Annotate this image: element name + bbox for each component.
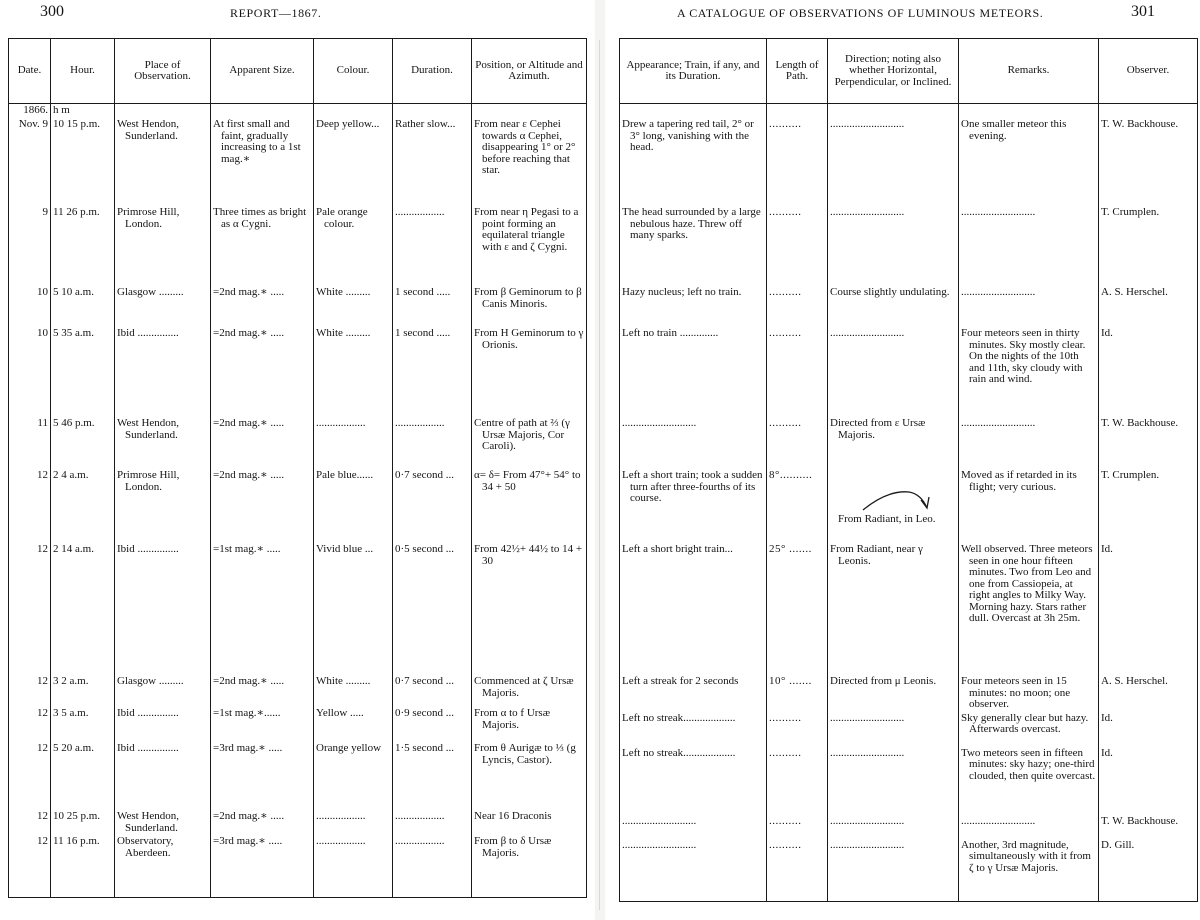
position-cell: From β to δ Ursæ Majoris.: [472, 835, 587, 898]
table-row: [620, 543, 1198, 675]
empty-cell: [1099, 104, 1198, 119]
appearance-cell: The head surrounded by a large nebulous haze. Threw off many sparks.: [620, 206, 767, 286]
apparent-size-cell: =1st mag.∗......: [211, 707, 314, 742]
length-of-path-cell: ..........: [767, 815, 828, 839]
direction-cell: Course slightly undulating.: [828, 286, 959, 327]
date-cell: 12: [9, 810, 51, 835]
hour-cell: 3 2 a.m.: [51, 675, 115, 707]
apparent-size-cell: =1st mag.∗ .....: [211, 543, 314, 675]
hour-cell: 2 14 a.m.: [51, 543, 115, 675]
hour-cell: 3 5 a.m.: [51, 707, 115, 742]
direction-cell: ...........................: [828, 712, 959, 747]
place-cell: West Hendon, Sunderland.: [115, 810, 211, 835]
position-cell: From near η Pegasi to a point forming an equilateral triangle with ε and ζ Cygni.: [472, 206, 587, 286]
spacer-row: [620, 104, 1198, 119]
apparent-size-cell: =2nd mag.∗ .....: [211, 417, 314, 469]
direction-cell: From Radiant, in Leo.: [828, 469, 959, 543]
length-of-path-cell: ..........: [767, 206, 828, 286]
place-cell: Primrose Hill, London.: [115, 206, 211, 286]
empty-cell: [620, 104, 767, 119]
table-row: [620, 469, 1198, 543]
table-row: [620, 675, 1198, 712]
appearance-cell: Left no streak...................: [620, 712, 767, 747]
header-colour: Colour.: [314, 39, 393, 104]
header-appearance: Appearance; Train, if any, and its Duration.: [620, 39, 767, 104]
hour-cell: 5 20 a.m.: [51, 742, 115, 810]
observer-cell: T. W. Backhouse.: [1099, 417, 1198, 469]
observer-cell: T. W. Backhouse.: [1099, 815, 1198, 839]
length-of-path-cell: 8°..........: [767, 469, 828, 543]
direction-cell: ...........................: [828, 815, 959, 839]
header-remarks: Remarks.: [959, 39, 1099, 104]
empty-cell: [959, 104, 1099, 119]
table-row: [9, 327, 587, 417]
date-cell: 12: [9, 742, 51, 810]
meteor-catalogue-table-right: [619, 38, 1198, 902]
direction-cell: ...........................: [828, 747, 959, 815]
remarks-cell: Two meteors seen in fifteen minutes: sky hazy; one-third clouded, then quite overcast.: [959, 747, 1099, 815]
observer-cell: A. S. Herschel.: [1099, 286, 1198, 327]
place-cell: Ibid ...............: [115, 543, 211, 675]
table-row: [620, 417, 1198, 469]
date-cell: 12: [9, 543, 51, 675]
position-cell: From H Geminorum to γ Orionis.: [472, 327, 587, 417]
table-row: [9, 707, 587, 742]
appearance-cell: ...........................: [620, 815, 767, 839]
colour-cell: ..................: [314, 417, 393, 469]
appearance-cell: ...........................: [620, 417, 767, 469]
table-row: [620, 712, 1198, 747]
header-hour: Hour.: [51, 39, 115, 104]
duration-cell: 0·7 second ...: [393, 469, 472, 543]
header-length-of-path: Length of Path.: [767, 39, 828, 104]
hour-cell: 10 25 p.m.: [51, 810, 115, 835]
date-cell: 10: [9, 327, 51, 417]
header-observer: Observer.: [1099, 39, 1198, 104]
position-cell: Commenced at ζ Ursæ Majoris.: [472, 675, 587, 707]
observer-cell: T. Crumplen.: [1099, 469, 1198, 543]
hour-cell: 2 4 a.m.: [51, 469, 115, 543]
position-cell: From 42½+ 44½ to 14 + 30: [472, 543, 587, 675]
apparent-size-cell: =2nd mag.∗ .....: [211, 286, 314, 327]
place-cell: West Hendon, Sunderland.: [115, 417, 211, 469]
remarks-cell: ...........................: [959, 286, 1099, 327]
table-row: [9, 543, 587, 675]
header-row: [620, 39, 1198, 104]
place-cell: Glasgow .........: [115, 675, 211, 707]
position-cell: α= δ= From 47°+ 54° to 34 + 50: [472, 469, 587, 543]
empty-cell: [472, 104, 587, 119]
length-of-path-cell: ..........: [767, 839, 828, 902]
place-cell: Observatory, Aberdeen.: [115, 835, 211, 898]
remarks-cell: Another, 3rd magnitude, simultaneously with it from ζ to γ Ursæ Majoris.: [959, 839, 1099, 902]
place-cell: Ibid ...............: [115, 327, 211, 417]
header-position: Position, or Altitude and Azimuth.: [472, 39, 587, 104]
observer-cell: A. S. Herschel.: [1099, 675, 1198, 712]
table-row: [620, 747, 1198, 815]
direction-cell: From Radiant, near γ Leonis.: [828, 543, 959, 675]
header-row: [9, 39, 587, 104]
remarks-cell: Well observed. Three meteors seen in one hour fifteen minutes. Two from Leo and one from Cassiopeia, at right angles to Milky Way. Morning hazy. Stars rather dull. Overcast at 3h 25m.: [959, 543, 1099, 675]
gutter-fold-line: [599, 40, 600, 910]
direction-cell: ...........................: [828, 839, 959, 902]
remarks-cell: Moved as if retarded in its flight; very curious.: [959, 469, 1099, 543]
position-cell: From α to f Ursæ Majoris.: [472, 707, 587, 742]
colour-cell: Orange yellow: [314, 742, 393, 810]
apparent-size-cell: =3rd mag.∗ .....: [211, 742, 314, 810]
date-cell: 10: [9, 286, 51, 327]
appearance-cell: Left a short train; took a sudden turn after three-fourths of its course.: [620, 469, 767, 543]
header-date: Date.: [9, 39, 51, 104]
hour-units-cell: h m: [51, 104, 115, 119]
empty-cell: [393, 104, 472, 119]
appearance-cell: Left no streak...................: [620, 747, 767, 815]
year-cell: 1866.: [9, 104, 51, 119]
length-of-path-cell: 10° .......: [767, 675, 828, 712]
date-cell: 12: [9, 835, 51, 898]
duration-cell: ..................: [393, 417, 472, 469]
page-number-left: 300: [40, 3, 64, 20]
table-row: [9, 835, 587, 898]
colour-cell: Vivid blue ...: [314, 543, 393, 675]
hour-cell: 5 35 a.m.: [51, 327, 115, 417]
table-row: [620, 118, 1198, 206]
empty-cell: [828, 104, 959, 119]
duration-cell: ..................: [393, 835, 472, 898]
duration-cell: 0·7 second ...: [393, 675, 472, 707]
date-cell: Nov. 9: [9, 118, 51, 206]
date-cell: 12: [9, 707, 51, 742]
observer-cell: D. Gill.: [1099, 839, 1198, 902]
hour-cell: 11 16 p.m.: [51, 835, 115, 898]
empty-cell: [115, 104, 211, 119]
observer-cell: Id.: [1099, 543, 1198, 675]
position-cell: From β Geminorum to β Canis Minoris.: [472, 286, 587, 327]
position-cell: Near 16 Draconis: [472, 810, 587, 835]
empty-cell: [211, 104, 314, 119]
observer-cell: Id.: [1099, 327, 1198, 417]
date-cell: 11: [9, 417, 51, 469]
table-row: [9, 742, 587, 810]
duration-cell: ..................: [393, 810, 472, 835]
length-of-path-cell: ..........: [767, 286, 828, 327]
table-row: [620, 206, 1198, 286]
table-row: [620, 839, 1198, 902]
header-place: Place of Observation.: [115, 39, 211, 104]
appearance-cell: Left no train ..............: [620, 327, 767, 417]
right-page: [605, 0, 1200, 920]
direction-cell: ...........................: [828, 118, 959, 206]
apparent-size-cell: At first small and faint, gradually increasing to a 1st mag.∗: [211, 118, 314, 206]
length-of-path-cell: ..........: [767, 712, 828, 747]
remarks-cell: Four meteors seen in 15 minutes: no moon; one observer.: [959, 675, 1099, 712]
length-of-path-cell: ..........: [767, 327, 828, 417]
left-page: [0, 0, 595, 920]
duration-cell: 0·9 second ...: [393, 707, 472, 742]
length-of-path-cell: ..........: [767, 118, 828, 206]
meteor-path-arrow-icon: [857, 484, 937, 514]
hour-cell: 5 10 a.m.: [51, 286, 115, 327]
duration-cell: 0·5 second ...: [393, 543, 472, 675]
colour-cell: Yellow .....: [314, 707, 393, 742]
duration-cell: Rather slow...: [393, 118, 472, 206]
place-cell: Glasgow .........: [115, 286, 211, 327]
table-row: [9, 286, 587, 327]
apparent-size-cell: =2nd mag.∗ .....: [211, 469, 314, 543]
hour-cell: 5 46 p.m.: [51, 417, 115, 469]
date-cell: 12: [9, 675, 51, 707]
appearance-cell: Left a short bright train...: [620, 543, 767, 675]
book-gutter: [595, 0, 605, 920]
length-of-path-cell: 25° .......: [767, 543, 828, 675]
running-title-left: REPORT—1867.: [230, 6, 322, 20]
direction-cell: ...........................: [828, 206, 959, 286]
place-cell: Ibid ...............: [115, 707, 211, 742]
colour-cell: Pale blue......: [314, 469, 393, 543]
observer-cell: T. Crumplen.: [1099, 206, 1198, 286]
table-row: [620, 815, 1198, 839]
apparent-size-cell: =2nd mag.∗ .....: [211, 327, 314, 417]
place-cell: West Hendon, Sunderland.: [115, 118, 211, 206]
observer-cell: Id.: [1099, 747, 1198, 815]
duration-cell: 1 second .....: [393, 286, 472, 327]
remarks-cell: ...........................: [959, 206, 1099, 286]
date-cell: 12: [9, 469, 51, 543]
duration-cell: ..................: [393, 206, 472, 286]
length-of-path-cell: ..........: [767, 747, 828, 815]
appearance-cell: ...........................: [620, 839, 767, 902]
colour-cell: ..................: [314, 835, 393, 898]
table-row: [620, 327, 1198, 417]
table-row: [9, 417, 587, 469]
colour-cell: Deep yellow...: [314, 118, 393, 206]
remarks-cell: One smaller meteor this evening.: [959, 118, 1099, 206]
length-of-path-cell: ..........: [767, 417, 828, 469]
hour-cell: 11 26 p.m.: [51, 206, 115, 286]
direction-cell: Directed from μ Leonis.: [828, 675, 959, 712]
remarks-cell: ...........................: [959, 815, 1099, 839]
position-cell: From θ Aurigæ to ⅓ (g Lyncis, Castor).: [472, 742, 587, 810]
page-number-right: 301: [1131, 3, 1155, 20]
table-row: [9, 810, 587, 835]
empty-cell: [314, 104, 393, 119]
apparent-size-cell: =3rd mag.∗ .....: [211, 835, 314, 898]
colour-cell: White .........: [314, 327, 393, 417]
hour-cell: 10 15 p.m.: [51, 118, 115, 206]
position-cell: Centre of path at ⅔ (γ Ursæ Majoris, Cor Caroli).: [472, 417, 587, 469]
table-row: [9, 118, 587, 206]
table-row: [9, 206, 587, 286]
direction-cell: Directed from ε Ursæ Majoris.: [828, 417, 959, 469]
place-cell: Primrose Hill, London.: [115, 469, 211, 543]
header-direction: Direction; noting also whether Horizontal, Perpendicular, or Inclined.: [828, 39, 959, 104]
duration-cell: 1·5 second ...: [393, 742, 472, 810]
appearance-cell: Left a streak for 2 seconds: [620, 675, 767, 712]
observer-cell: T. W. Backhouse.: [1099, 118, 1198, 206]
duration-cell: 1 second .....: [393, 327, 472, 417]
direction-cell: ...........................: [828, 327, 959, 417]
date-cell: 9: [9, 206, 51, 286]
header-apparent-size: Apparent Size.: [211, 39, 314, 104]
colour-cell: ..................: [314, 810, 393, 835]
remarks-cell: Four meteors seen in thirty minutes. Sky mostly clear. On the nights of the 10th and 11th, sky cloudy with rain and wind.: [959, 327, 1099, 417]
apparent-size-cell: Three times as bright as α Cygni.: [211, 206, 314, 286]
observer-cell: Id.: [1099, 712, 1198, 747]
meteor-catalogue-table-left: [8, 38, 587, 898]
colour-cell: Pale orange colour.: [314, 206, 393, 286]
remarks-cell: ...........................: [959, 417, 1099, 469]
apparent-size-cell: =2nd mag.∗ .....: [211, 675, 314, 707]
colour-cell: White .........: [314, 675, 393, 707]
header-duration: Duration.: [393, 39, 472, 104]
table-row: [9, 469, 587, 543]
place-cell: Ibid ...............: [115, 742, 211, 810]
colour-cell: White .........: [314, 286, 393, 327]
position-cell: From near ε Cephei towards α Cephei, disappearing 1° or 2° before reaching that star.: [472, 118, 587, 206]
remarks-cell: Sky generally clear but hazy. Afterwards overcast.: [959, 712, 1099, 747]
appearance-cell: Hazy nucleus; left no train.: [620, 286, 767, 327]
year-row: [9, 104, 587, 119]
running-title-right: A CATALOGUE OF OBSERVATIONS OF LUMINOUS METEORS.: [677, 6, 1044, 20]
appearance-cell: Drew a tapering red tail, 2° or 3° long, vanishing with the head.: [620, 118, 767, 206]
table-row: [620, 286, 1198, 327]
empty-cell: [767, 104, 828, 119]
table-row: [9, 675, 587, 707]
apparent-size-cell: =2nd mag.∗ .....: [211, 810, 314, 835]
